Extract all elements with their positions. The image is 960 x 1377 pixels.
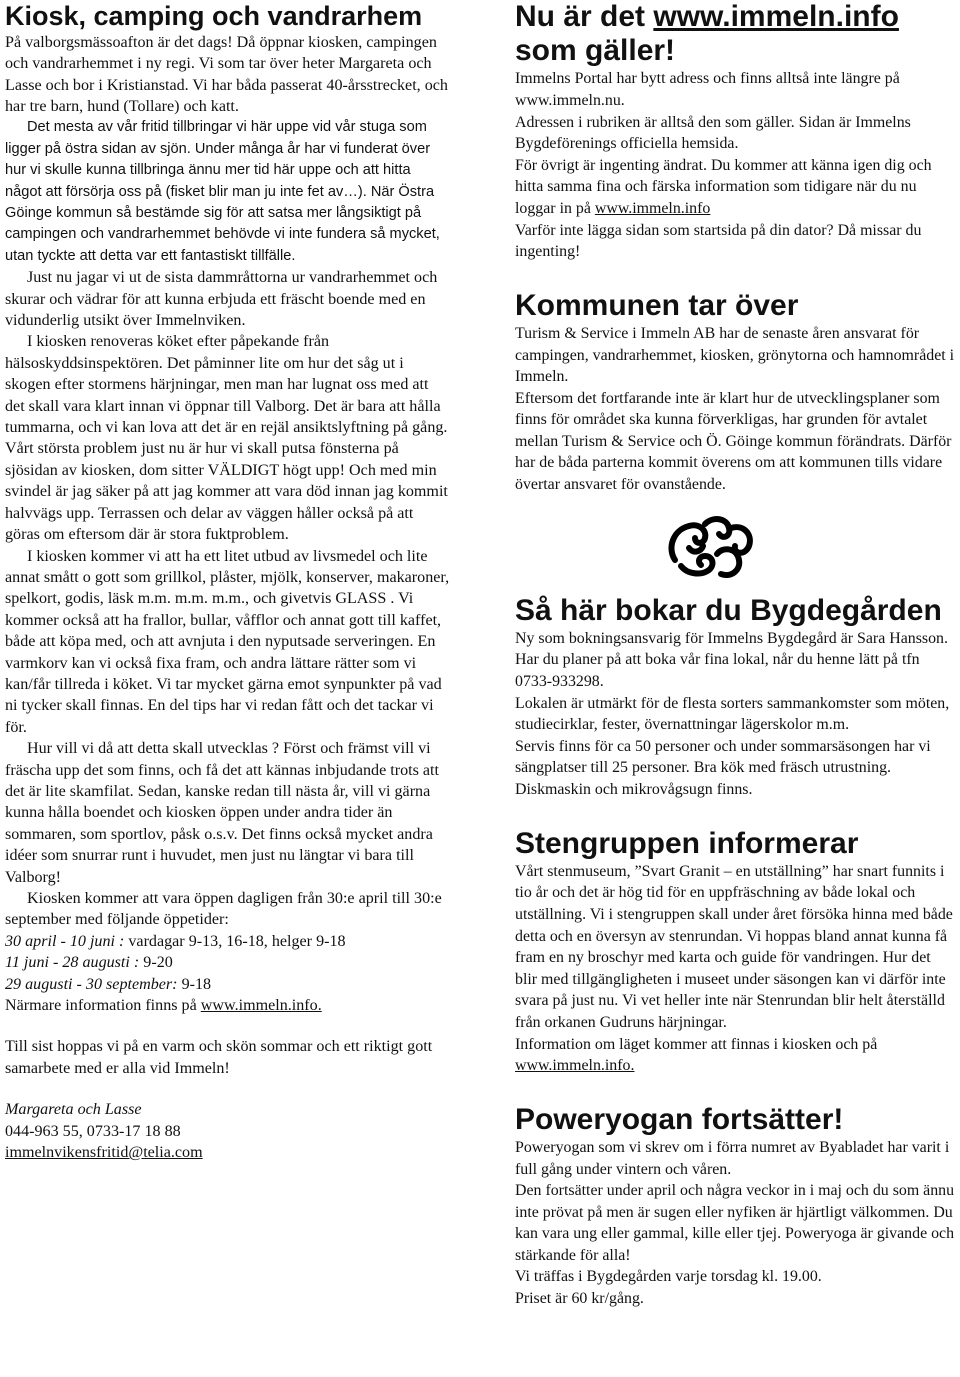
schedule-row <box>5 931 450 952</box>
sten-link[interactable]: www.immeln.info. <box>515 1057 635 1075</box>
sten-paragraph-2 <box>515 1034 955 1077</box>
kiosk-closing: Till sist hoppas vi på en varm och skön sommar och ett riktigt gott samarbete med er alla vid Immeln! <box>5 1038 433 1077</box>
schedule-row <box>5 974 450 995</box>
portal-paragraph-2: Adressen i rubriken är alltså den som gäller. Sidan är Immelns Bygdeförenings officiella hemsida. <box>515 113 911 153</box>
more-info-text: Närmare information finns på <box>5 997 201 1015</box>
right-column <box>515 0 955 1310</box>
yoga-article-title: Poweryogan fortsätter! <box>515 1102 844 1136</box>
portal-title-suffix: som gäller! <box>515 34 676 68</box>
portal-title-text: Nu är det <box>515 0 654 33</box>
signature-phones: 044-963 55, 0733-17 18 88 <box>5 1122 181 1140</box>
kommun-paragraph-2: Eftersom det fortfarande inte är klart hur de utvecklingsplaner som finns för området ska kunna förverkligas, har grunden för avtalet mellan Turism & Service och Ö. Göinge kommun förändrats. Därför har de båda parterna kommit överens om att kommunen tills vidare övertar ansvaret för ovanstående. <box>515 389 952 494</box>
schedule-hours: 9-20 <box>139 954 173 972</box>
schedule-period: 29 augusti - 30 september: <box>5 975 178 993</box>
kiosk-intro: På valborgsmässoafton är det dags! Då öppnar kiosken, campingen och vandrarhemmet i ny regi. Vi som tar över heter Margareta och Lasse och bor i Kristianstad. Vi har båda passerat 40-årsstrecket, och har tre barn, hund (Tollare) och katt. <box>5 33 448 115</box>
yoga-paragraph-3: Vi träffas i Bygdegården varje torsdag kl. 19.00. <box>515 1268 822 1286</box>
kiosk-paragraph-utveckling: Hur vill vi då att detta skall utvecklas ? Först och främst vill vi fräscha upp det som finns, och få det att kännas inbjudande trots att det är lite skamfilat. Sedan, kanske redan till nästa år, vill vi gärna kunna hålla boendet och kiosken öppen under andra tider än sommaren, som sportlov, påsk o.s.v. Det finns också mycket andra idéer som snurrar runt i huvudet, men just nu längtar vi bara till Valborg! <box>5 740 439 886</box>
signature-email-link[interactable]: immelnvikensfritid@telia.com <box>5 1144 203 1162</box>
schedule-hours: vardagar 9-13, 16-18, helger 9-18 <box>124 932 346 950</box>
bygdeforening-logo-icon <box>665 514 757 582</box>
boka-paragraph-3: Servis finns för ca 50 personer och under sommarsäsongen har vi sängplatser till 25 personer. Bra kök med fräsch utrustning. Diskmaskin och mikrovågsugn finns. <box>515 737 931 798</box>
sten-article-title: Stengruppen informerar <box>515 826 859 860</box>
portal-paragraph-3-link[interactable]: www.immeln.info <box>594 199 711 217</box>
kiosk-paragraph-vandrarhem: Just nu jagar vi ut de sista dammråttorna ur vandrarhemmet och skurar och vädrar för att kunna erbjuda ett fräscht boende med en vidunderlig utsikt över Immelnviken. <box>5 269 438 330</box>
portal-paragraph-4: Varför inte lägga sidan som startsida på din dator? Då missar du ingenting! <box>515 221 922 261</box>
kiosk-paragraph-oppet: Kiosken kommer att vara öppen dagligen från 30:e april till 30:e september med följande öppetider: <box>5 890 442 929</box>
kiosk-paragraph-kok: I kiosken renoveras köket efter påpekande från hälsoskyddsinspektören. Det påminner lite om hur det såg ut i skogen efter stormens härjningar, men man har lugnat oss med att det skall vara klart innan vi öppnar till Valborg. Det är bara att hålla tummarna, och vi kan lova att det är en rejäl ansiktslyftning på gång. Vårt största problem just nu är hur vi skall putsa fönsterna på sjösidan av kiosken, dom sitter VÄLDIGT högt upp! Och med min svindel är jag säker på att jag kommer att vara död innan jag kommit halvvägs upp. Terrassen och delar av väggen håller också på att göras om eftersom där är stora fuktproblem. <box>5 333 448 544</box>
kommun-article-title: Kommunen tar över <box>515 288 799 322</box>
signature-names: Margareta och Lasse <box>5 1101 142 1119</box>
schedule-period: 30 april - 10 juni : <box>5 932 125 950</box>
schedule-hours: 9-18 <box>177 975 212 993</box>
portal-title-link[interactable]: www.immeln.info <box>653 0 899 33</box>
portal-paragraph-3-text: För övrigt är ingenting ändrat. Du kommer att känna igen dig och hitta samma fina och färska information som tidigare när du nu loggar in på <box>515 156 932 217</box>
yoga-paragraph-2: Den fortsätter under april och några veckor in i maj och du som ännu inte prövat på men är sugen eller nyfiken är hjärtligt välkommen. Du kan vara ung eller gammal, kille eller tjej. Poweryoga är givande och stärkande för alla! <box>515 1182 955 1264</box>
sten-paragraph-1: Vårt stenmuseum, ”Svart Granit – en utställning” har snart funnits i tio år och det är hög tid för en uppfräschning av både lokal och utställning. Vi i stengruppen skall under året försöka hinna med både detta och en översyn av stenrundan. Vi hoppas bland annat kunna få fram en ny broschyr med karta och guide för vandringen. Hur det blir med tillgängligheten i museet under säsongen kan vi därför inte svara på just nu. Vi vet heller inte när Stenrundan blir helt återställd från orkanen Gudruns härjningar. <box>515 862 953 1031</box>
left-column <box>5 0 450 1163</box>
boka-article-title: Så här bokar du Bygdegården <box>515 593 942 627</box>
more-info-line <box>5 995 450 1016</box>
boka-paragraph-1: Ny som bokningsansvarig för Immelns Bygdegård är Sara Hansson. Har du planer på att boka vår fina lokal, når du henne lätt på tfn 0733-933298. <box>515 629 948 691</box>
yoga-paragraph-1: Poweryogan som vi skrev om i förra numret av Byabladet har varit i full gång under vintern och våren. <box>515 1138 950 1178</box>
boka-paragraph-2: Lokalen är utmärkt för de flesta sorters sammankomster som möten, studiecirklar, fester, övernattningar lägerskolor m.m. <box>515 694 950 734</box>
portal-paragraph-3 <box>515 155 955 220</box>
opening-hours-schedule <box>5 931 450 995</box>
kiosk-paragraph-fritid: Det mesta av vår fritid tillbringar vi här uppe vid vår stuga som ligger på östra sidan av sjön. Under många år har vi funderat över hur vi skulle kunna tillbringa ännu mer tid här uppe och att hitta något att försörja oss på (fisket blir man ju inte fet av…). När Östra Göinge kommun så bestämde sig för att satsa mer långsiktigt på campingen och vandrarhemmet behövde vi inte fundera så mycket, utan tyckte att detta var ett fantastiskt tillfälle. <box>5 119 440 264</box>
schedule-row <box>5 952 450 973</box>
sten-paragraph-2-text: Information om läget kommer att finnas i kiosken och på <box>515 1035 878 1053</box>
yoga-paragraph-4: Priset är 60 kr/gång. <box>515 1290 644 1308</box>
schedule-period: 11 juni - 28 augusti : <box>5 954 140 972</box>
kommun-paragraph-1: Turism & Service i Immeln AB har de senaste åren ansvarat för campingen, vandrarhemmet, kiosken, grönytorna och hamnområdet i Immeln. <box>515 324 955 386</box>
kiosk-paragraph-utbud: I kiosken kommer vi att ha ett litet utbud av livsmedel och lite annat smått o gott som grillkol, plåster, mjölk, konserver, makaroner, spelkort, godis, läsk m.m. m.m. m.m., och givetvis GLASS . Vi kommer också att ha frallor, bullar, våfflor och annat gott till kaffet, både att köpa med, och att avnjuta i den nyputsade serveringen. En varmkorv kan vi också fixa fram, och andra lättare rätter som vi kan/får tillreda i köket. Vi tar mycket gärna emot synpunkter på vad ni tycker skall finnas. En del tips har vi redan fått och det tackar vi för. <box>5 547 450 736</box>
portal-article-title <box>515 0 955 68</box>
portal-paragraph-1: Immelns Portal har bytt adress och finns alltså inte längre på www.immeln.nu. <box>515 70 900 109</box>
more-info-link[interactable]: www.immeln.info. <box>200 997 322 1015</box>
kiosk-article-title: Kiosk, camping och vandrarhem <box>5 1 423 31</box>
